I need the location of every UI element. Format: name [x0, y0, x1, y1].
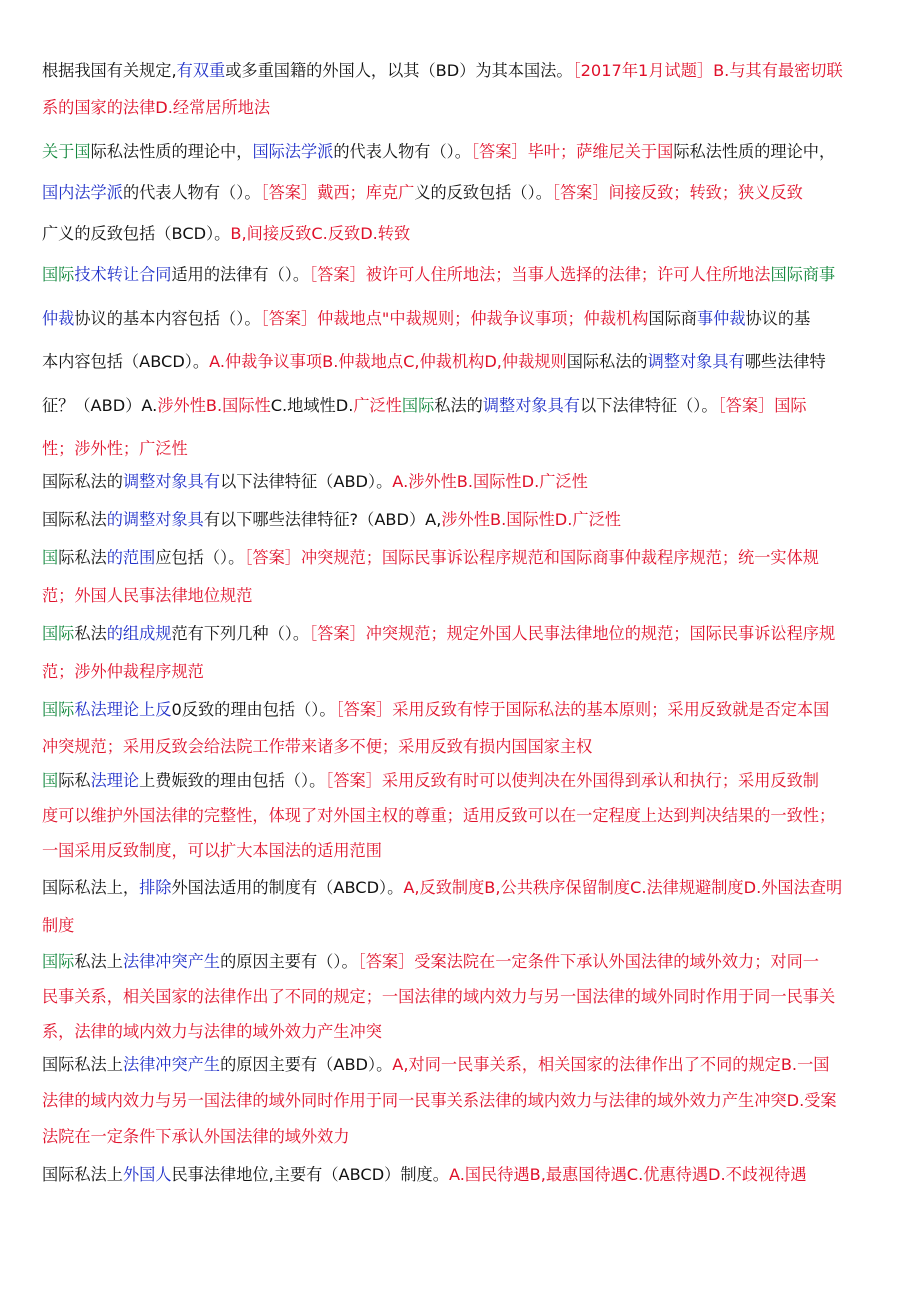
- text-line: [42, 213, 887, 254]
- text-run: ［答案］采用反致有悖于国际私法的基本原则；采用反致就是否定本国: [335, 700, 830, 719]
- text-line: [42, 615, 887, 653]
- text-run: ［2017年1月试题］B.与其有最密切联: [572, 61, 843, 80]
- text-run: 法理论: [90, 771, 140, 790]
- text-run: 国际商事: [770, 265, 836, 284]
- text-run: 性；涉外性；广泛性: [42, 439, 188, 458]
- text-run: 哪些法律特: [744, 352, 826, 371]
- text-run: 广义的反致包括（BCD）。: [42, 224, 231, 243]
- text-run: 协议的基本内容包括（）。: [74, 308, 261, 328]
- text-run: 国际: [42, 952, 75, 971]
- text-run: 以下法律特征（）。: [579, 395, 718, 415]
- text-run: 的原因主要有（ABD）。: [220, 1055, 393, 1074]
- text-run: 制度: [42, 916, 75, 935]
- text-line: [42, 501, 887, 538]
- text-run: 征？（ABD）A.: [42, 395, 158, 415]
- text-run: 民事法律地位,主要有（ABCD）制度。: [171, 1165, 449, 1184]
- text-run: 国际商: [648, 308, 697, 328]
- text-run: 调整对象具有: [647, 352, 745, 371]
- text-run: 私法上: [74, 952, 123, 971]
- text-run: 国际私法上，: [42, 878, 140, 897]
- text-run: ［答案］戴西；库克广: [260, 183, 415, 202]
- text-run: 国际私法的: [566, 352, 648, 371]
- text-line: [42, 463, 887, 500]
- text-line: [42, 539, 887, 577]
- text-run: 系，法律的域内效力与法律的域外效力产生冲突: [42, 1022, 382, 1041]
- text-run: 际私法性质的理论中，: [90, 142, 253, 161]
- question-paragraph: [42, 463, 887, 500]
- text-run: 冲突规范；采用反致会给法院工作带来诸多不便；采用反致有损内国国家主权: [42, 737, 593, 756]
- question-paragraph: [42, 615, 887, 691]
- text-run: ［答案］国际: [717, 395, 807, 415]
- question-paragraph: [42, 1047, 887, 1155]
- text-run: 范有下列几种（）。: [171, 624, 310, 643]
- text-run: 国际私法的: [42, 472, 123, 491]
- text-run: 国际: [42, 700, 75, 719]
- text-run: 以下法律特征（ABD）。: [220, 472, 393, 491]
- text-run: 外国人: [122, 1165, 172, 1184]
- text-run: ［答案］冲突规范；国际民事诉讼程序规范和国际商事仲裁程序规范；统一实体规: [244, 548, 819, 567]
- text-run: A.涉外性B.国际性D.广泛性: [392, 472, 588, 491]
- text-line: [42, 798, 887, 833]
- question-paragraph: [42, 501, 887, 538]
- text-run: 法院在一定条件下承认外国法律的域外效力: [42, 1127, 350, 1146]
- text-line: [42, 944, 887, 979]
- text-run: A,反致制度B,公共秩序保留制度C.法律规避制度D.外国法查明: [403, 878, 843, 897]
- text-run: 国际私法上: [42, 1055, 123, 1074]
- text-run: 际私: [58, 771, 91, 790]
- text-run: 本内容包括（ABCD）。: [42, 352, 210, 371]
- text-run: 国际: [42, 624, 75, 643]
- text-line: [42, 763, 887, 798]
- text-run: 的范围: [106, 548, 156, 567]
- text-line: [42, 384, 887, 428]
- text-run: ［答案］受案法院在一定条件下承认外国法律的域外效力；对同一: [357, 952, 819, 971]
- text-run: 涉外性B.国际性: [157, 395, 271, 415]
- text-line: [42, 1119, 887, 1155]
- text-run: 的调整对象具: [106, 510, 204, 529]
- text-run: ［答案］被许可人住所地法；当事人选择的法律；许可人住所地法: [309, 265, 771, 284]
- text-run: 仲裁: [42, 308, 75, 328]
- text-run: 国际法学派: [252, 142, 334, 161]
- text-run: A.仲裁争议事项B.仲裁地点C,仲裁机构D,仲裁规则: [209, 352, 567, 371]
- text-line: [42, 1014, 887, 1049]
- text-line: [42, 131, 887, 172]
- text-run: ［答案］间接反致；转致；狭义反致: [551, 183, 803, 202]
- text-run: 国: [42, 548, 59, 567]
- text-line: [42, 89, 887, 126]
- text-run: 际私法: [58, 548, 107, 567]
- text-line: [42, 653, 887, 691]
- text-run: 国际: [42, 265, 75, 284]
- text-run: 范；涉外仲裁程序规范: [42, 662, 204, 681]
- text-run: 有双重: [176, 61, 226, 80]
- text-run: 系的国家的法律D.经常居所地法: [42, 98, 271, 117]
- text-line: [42, 833, 887, 868]
- text-line: [42, 907, 887, 945]
- text-run: ［答案］采用反致有时可以使判决在外国得到承认和执行；采用反致制: [325, 771, 819, 790]
- text-run: 应包括（）。: [155, 548, 245, 567]
- text-run: 际私法性质的理论中，: [673, 142, 836, 161]
- text-run: 协议的基: [745, 308, 811, 328]
- text-run: 外国法适用的制度有（ABCD）。: [171, 878, 404, 897]
- text-line: [42, 577, 887, 615]
- question-paragraph: [42, 131, 887, 254]
- text-run: 调整对象具有: [482, 395, 580, 415]
- text-run: 法律的域内效力与另一国法律的域外同时作用于同一民事关系法律的域内效力与法律的域外效力产生冲突D.受案: [42, 1091, 837, 1110]
- text-run: A,对同一民事关系，相关国家的法律作出了不同的规定B.一国: [392, 1055, 830, 1074]
- question-paragraph: [42, 1156, 887, 1193]
- text-run: 调整对象具有: [122, 472, 221, 491]
- text-run: 排除: [139, 878, 172, 897]
- text-line: [42, 1083, 887, 1119]
- text-run: 私法的: [434, 395, 483, 415]
- text-run: 一国采用反致制度，可以扩大本国法的适用范围: [42, 841, 382, 860]
- text-run: 义的反致包括（）。: [414, 183, 552, 202]
- text-run: 适用的法律有（）。: [171, 265, 310, 284]
- text-run: 民事关系，相关国家的法律作出了不同的规定；一国法律的域内效力与另一国法律的域外同时作用于同一民事关: [42, 987, 836, 1006]
- text-run: C.地域性D.: [270, 395, 354, 415]
- text-line: [42, 1047, 887, 1083]
- text-run: 或多重国籍的外国人，以其（BD）为其本国法。: [225, 61, 573, 80]
- text-run: 法律冲突产生: [122, 952, 221, 971]
- text-run: 的代表人物有（）。: [122, 183, 261, 202]
- text-line: [42, 253, 887, 297]
- text-run: A.国民待遇B,最惠国待遇C.优惠待遇D.不歧视待遇: [448, 1165, 807, 1184]
- text-line: [42, 52, 887, 89]
- text-line: [42, 869, 887, 907]
- question-paragraph: [42, 869, 887, 945]
- text-run: 0反致的理由包括（）。: [171, 700, 336, 719]
- text-run: 私法: [74, 624, 107, 643]
- question-paragraph: [42, 52, 887, 126]
- text-run: 度可以维护外国法律的完整性，体现了对外国主权的尊重；适用反致可以在一定程度上达到判决结果的一致性；: [42, 806, 836, 825]
- text-line: [42, 297, 887, 341]
- text-line: [42, 728, 887, 765]
- text-run: 范；外国人民事法律地位规范: [42, 586, 253, 605]
- text-run: ［答案］仲裁地点"中裁规则；仲裁争议事项；仲裁机构: [260, 308, 649, 328]
- text-line: [42, 691, 887, 728]
- text-line: [42, 340, 887, 384]
- text-run: 国际: [401, 395, 435, 415]
- text-run: 关于国: [42, 142, 91, 161]
- text-run: 广泛性: [353, 395, 402, 415]
- text-run: 国内法学派: [42, 183, 123, 202]
- question-paragraph: [42, 691, 887, 765]
- text-run: 法律冲突产生: [122, 1055, 221, 1074]
- text-run: 的代表人物有（）。: [333, 142, 471, 161]
- question-paragraph: [42, 253, 887, 471]
- text-run: 私法理论上反: [74, 700, 172, 719]
- text-run: B,间接反致C.反致D.转致: [230, 224, 411, 243]
- text-run: ［答案］冲突规范；规定外国人民事法律地位的规范；国际民事诉讼程序规: [309, 624, 836, 643]
- text-line: [42, 172, 887, 213]
- text-run: 上费娠致的理由包括（）。: [139, 771, 326, 790]
- text-run: 国: [42, 771, 59, 790]
- text-run: 涉外性B.国际性D.广泛性: [441, 510, 621, 529]
- text-run: 有以下哪些法律特征?（ABD）A,: [203, 510, 442, 529]
- text-run: 国际私法上: [42, 1165, 123, 1184]
- text-run: 的组成规: [106, 624, 172, 643]
- text-run: 事仲裁: [696, 308, 746, 328]
- text-run: 技术转让合同: [74, 265, 172, 284]
- text-run: 根据我国有关规定,: [42, 61, 177, 80]
- text-run: ［答案］毕叶；萨维尼关于国: [470, 142, 674, 161]
- question-paragraph: [42, 763, 887, 868]
- text-run: 的原因主要有（）。: [220, 952, 358, 971]
- text-line: [42, 979, 887, 1014]
- text-line: [42, 1156, 887, 1193]
- question-paragraph: [42, 944, 887, 1049]
- question-paragraph: [42, 539, 887, 615]
- text-run: 国际私法: [42, 510, 107, 529]
